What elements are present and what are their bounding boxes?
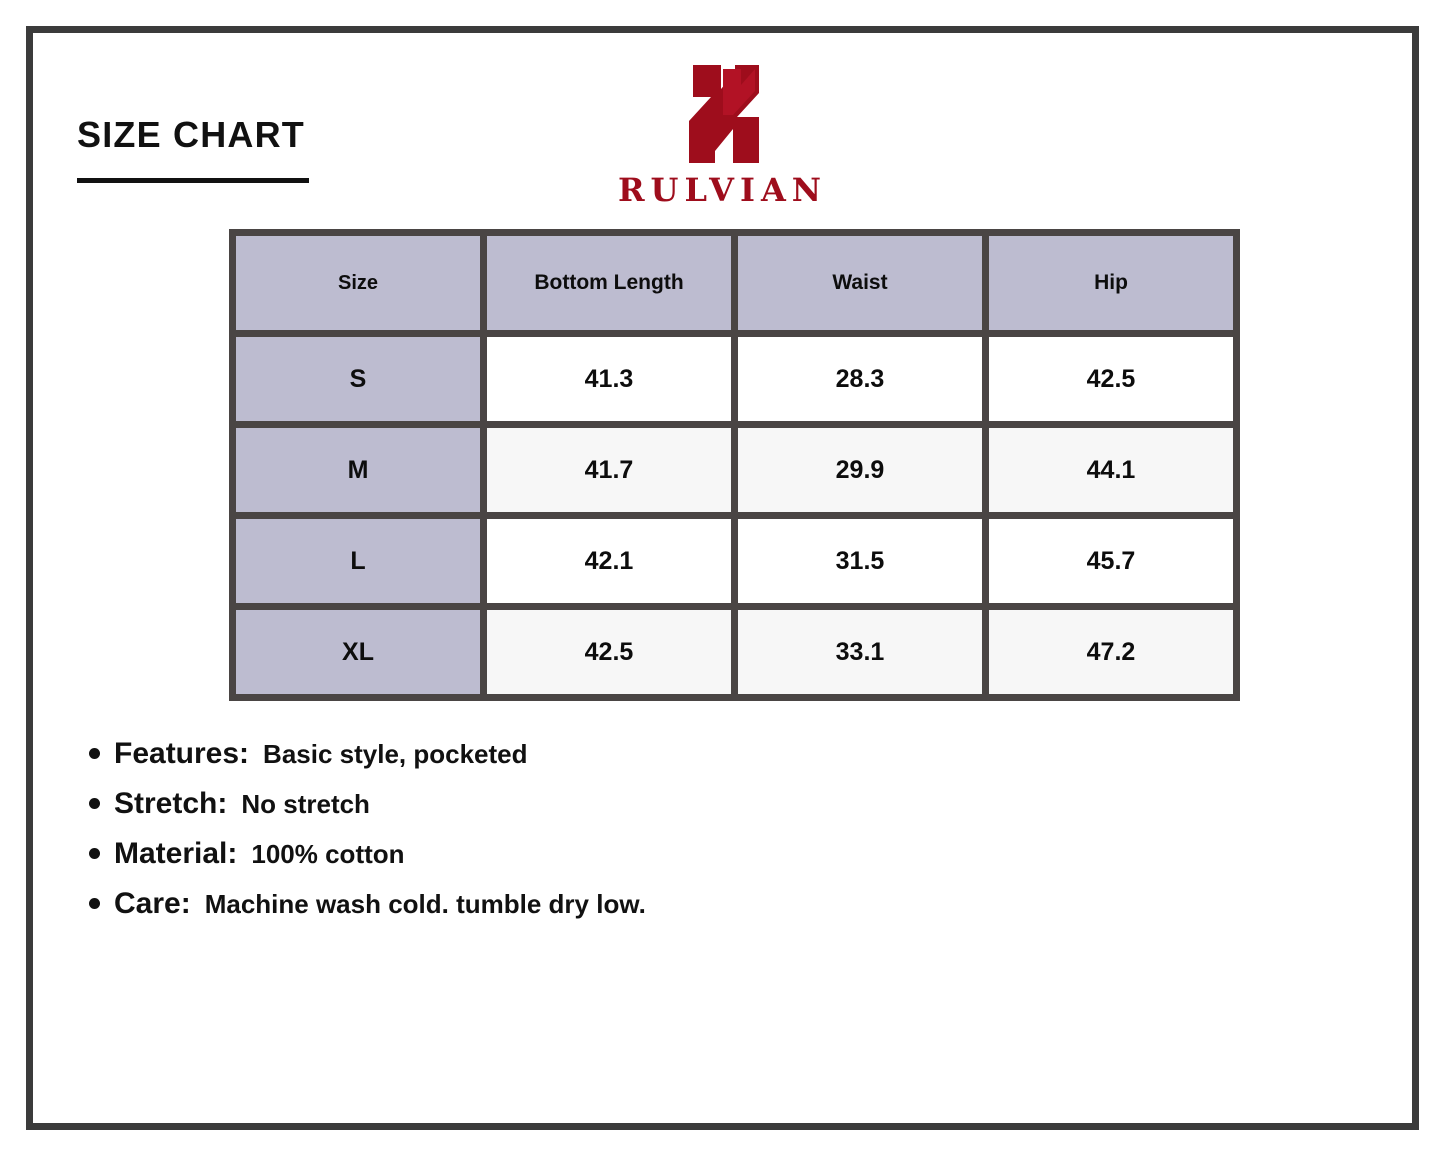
page-border-frame (26, 26, 1419, 1130)
brand-name: RULVIAN (617, 171, 828, 209)
table-header-row (236, 236, 1233, 330)
cell-hip: 47.2 (989, 610, 1233, 694)
cell-size: XL (236, 610, 480, 694)
list-item (89, 787, 1368, 821)
cell-size: L (236, 519, 480, 603)
rulvian-r-logo-icon (663, 59, 783, 169)
list-item (89, 887, 1368, 921)
note-value-features: Basic style, pocketed (263, 739, 528, 769)
size-table-wrapper (77, 229, 1368, 701)
cell-bottom-length: 42.1 (487, 519, 731, 603)
bullet-icon (89, 848, 100, 859)
cell-bottom-length: 41.3 (487, 337, 731, 421)
note-label-care: Care: (114, 887, 191, 920)
note-value-care: Machine wash cold. tumble dry low. (204, 889, 646, 919)
bullet-icon (89, 898, 100, 909)
page-content (33, 33, 1412, 1123)
cell-waist: 31.5 (738, 519, 982, 603)
column-header-hip: Hip (989, 236, 1233, 330)
bullet-icon (89, 798, 100, 809)
note-value-material: 100% cotton (251, 839, 405, 869)
cell-waist: 28.3 (738, 337, 982, 421)
page-title: SIZE CHART (77, 114, 305, 155)
list-item (89, 837, 1368, 871)
table-row (236, 428, 1233, 512)
cell-waist: 29.9 (738, 428, 982, 512)
cell-size: S (236, 337, 480, 421)
table-row (236, 337, 1233, 421)
note-label-stretch: Stretch: (114, 787, 228, 820)
cell-bottom-length: 42.5 (487, 610, 731, 694)
note-label-material: Material: (114, 837, 238, 870)
column-header-waist: Waist (738, 236, 982, 330)
notes-list (77, 737, 1368, 921)
note-value-stretch: No stretch (241, 789, 370, 819)
brand-block (77, 59, 1368, 209)
table-row (236, 610, 1233, 694)
cell-waist: 33.1 (738, 610, 982, 694)
note-label-features: Features: (114, 737, 250, 770)
column-header-bottom-length: Bottom Length (487, 236, 731, 330)
cell-hip: 42.5 (989, 337, 1233, 421)
header (77, 33, 1368, 223)
cell-hip: 44.1 (989, 428, 1233, 512)
size-table (229, 229, 1240, 701)
cell-hip: 45.7 (989, 519, 1233, 603)
cell-size: M (236, 428, 480, 512)
list-item (89, 737, 1368, 771)
column-header-size: Size (236, 236, 480, 330)
cell-bottom-length: 41.7 (487, 428, 731, 512)
table-row (236, 519, 1233, 603)
bullet-icon (89, 748, 100, 759)
